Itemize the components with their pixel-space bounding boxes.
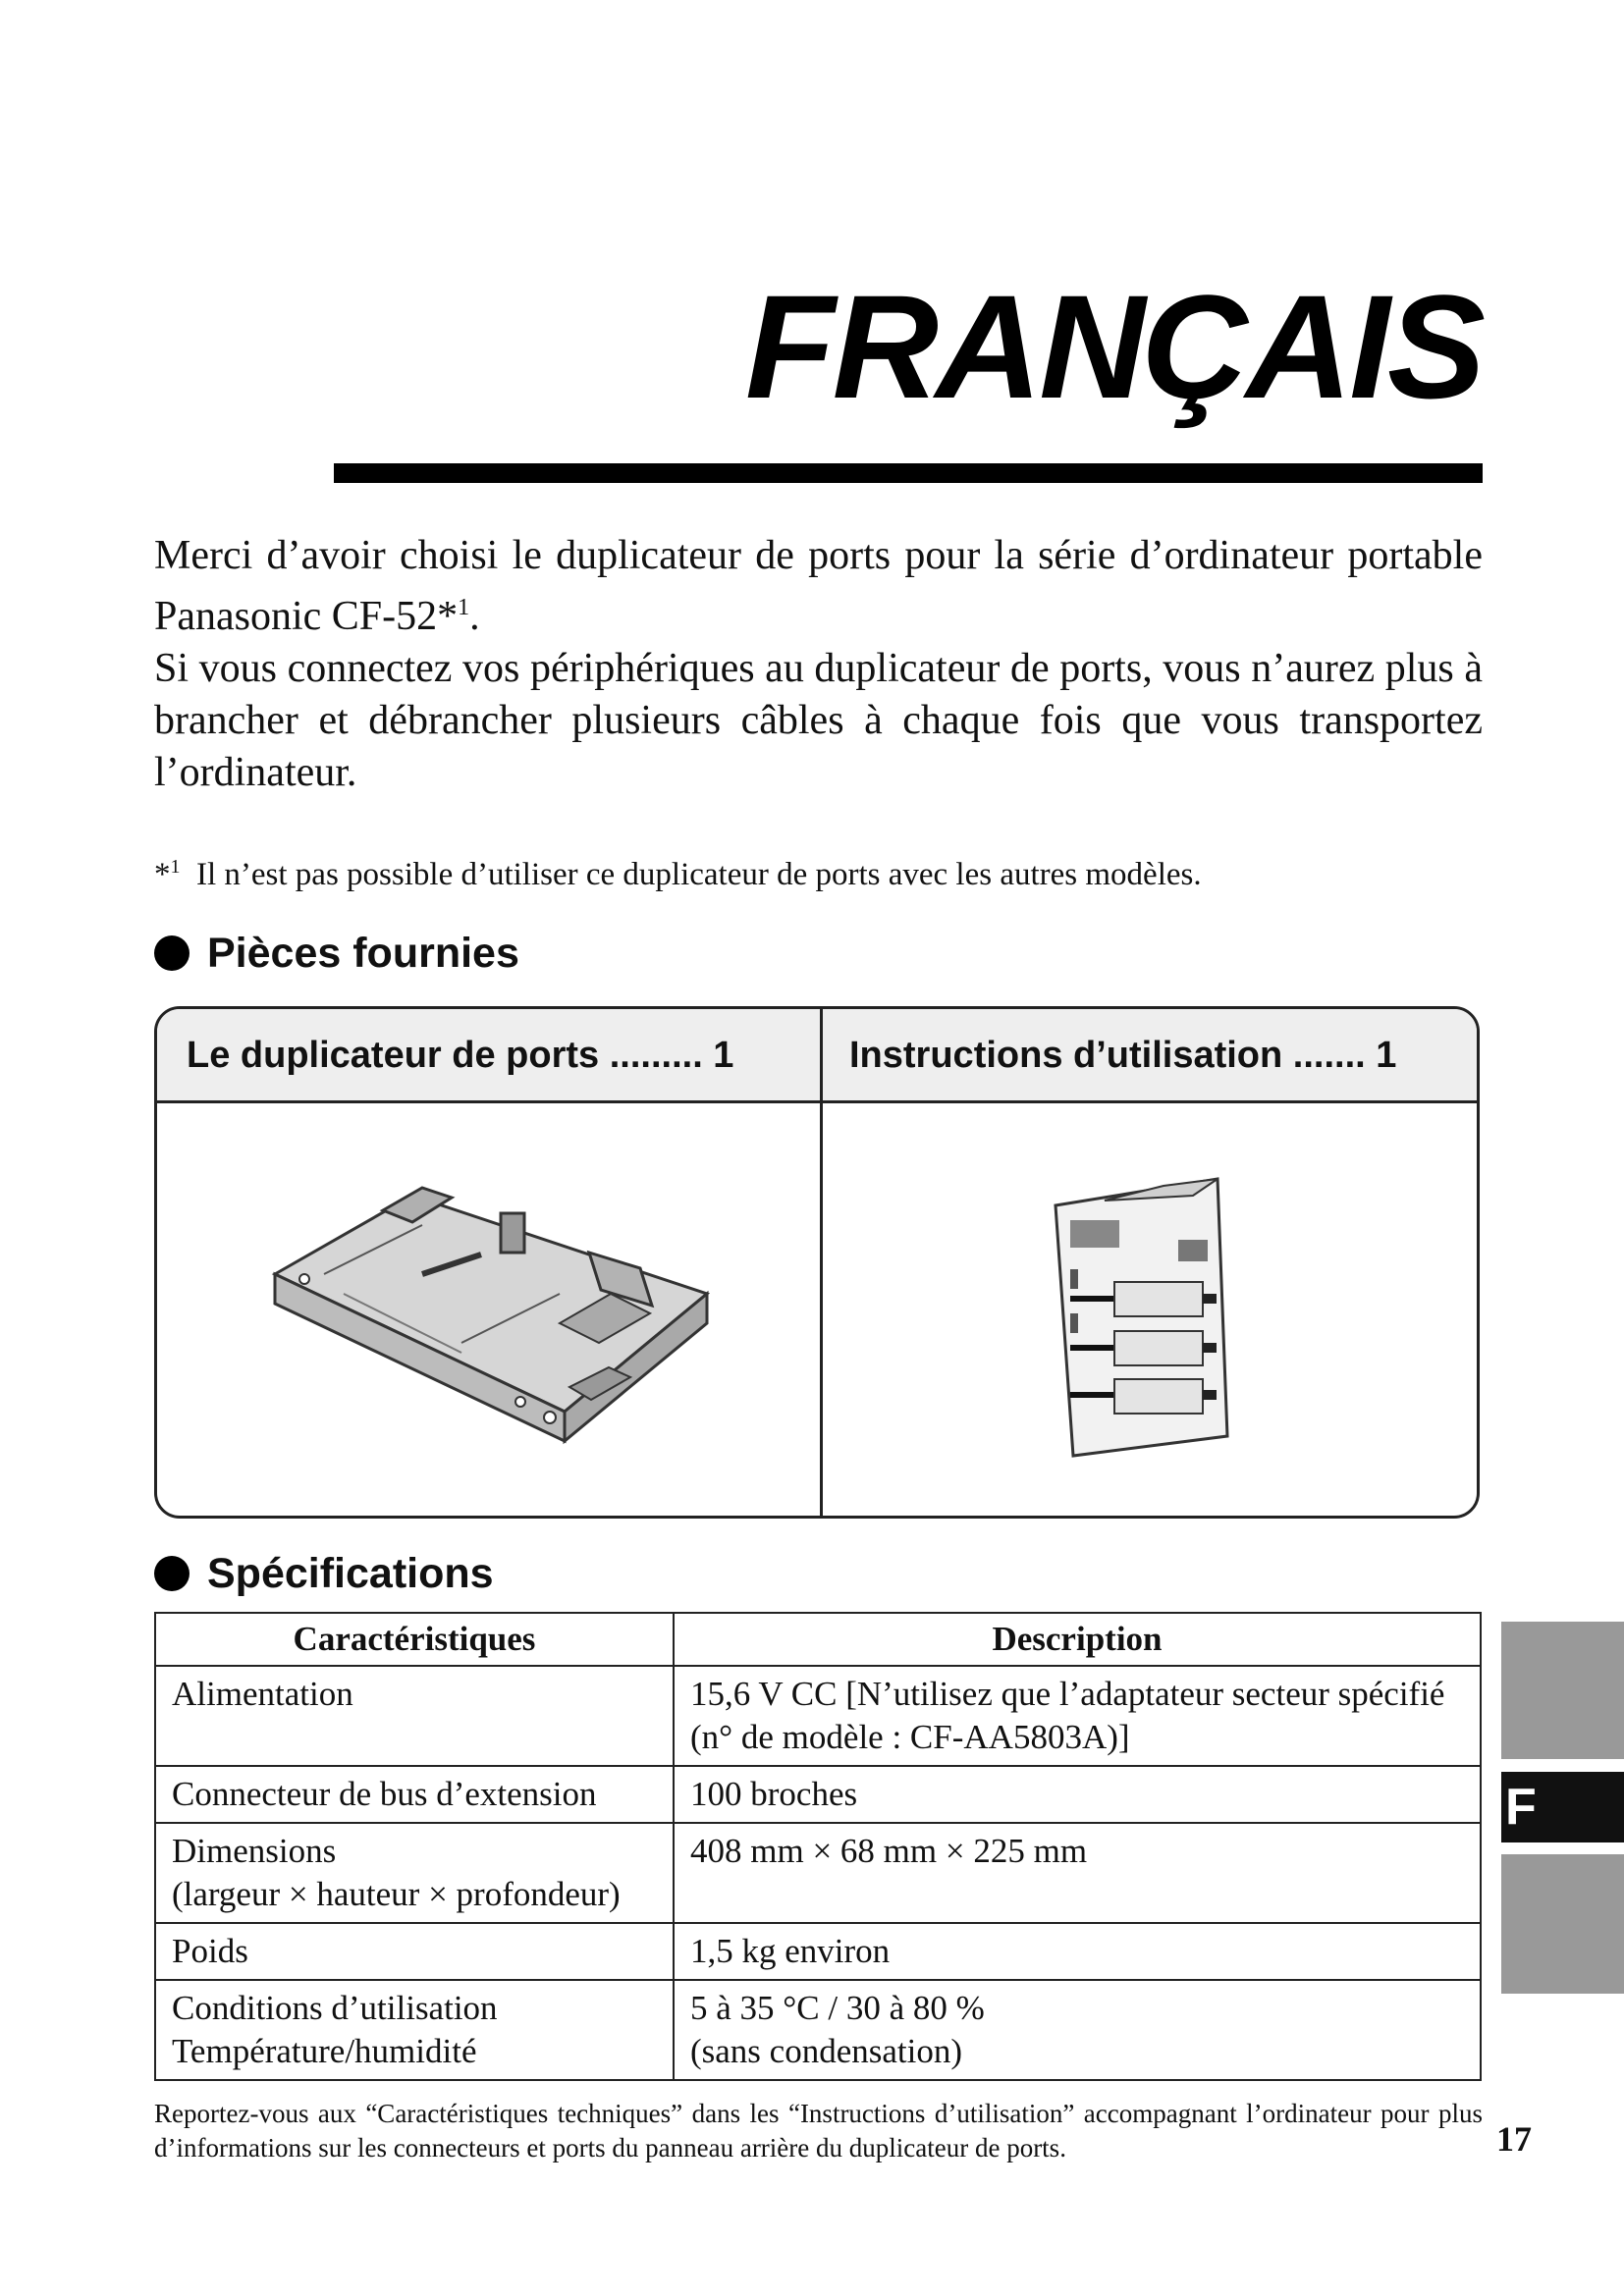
manual-illustration (1046, 1171, 1242, 1466)
part-label-instructions: Instructions d’utilisation ....... 1 (849, 1035, 1397, 1076)
description-cell: 5 à 35 °C / 30 à 80 % (sans condensation) (674, 1980, 1481, 2080)
parts-box (154, 1006, 1480, 1519)
feature-cell: Connecteur de bus d’extension (155, 1766, 674, 1823)
specs-heading: Spécifications (154, 1549, 494, 1598)
column-header: Caractéristiques (155, 1613, 674, 1666)
feature-cell: Poids (155, 1923, 674, 1980)
feature-cell: Conditions d’utilisation Température/humidité (155, 1980, 674, 2080)
specs-header-row (155, 1613, 1481, 1666)
footnote: *$^1$ Il n’est pas possible d’utiliser ce duplicateur de ports avec les autres modèles. (154, 856, 1202, 892)
port-replicator-illustration (265, 1166, 717, 1461)
specs-table (154, 1612, 1482, 2081)
column-header: Description (674, 1613, 1481, 1666)
intro-text (154, 530, 1483, 799)
description-cell: 100 broches (674, 1766, 1481, 1823)
side-tab-upper (1501, 1622, 1624, 1759)
parts-heading: Pièces fournies (154, 929, 519, 978)
bottom-note: Reportez-vous aux “Caractéristiques techniques” dans les “Instructions d’utilisation” accompagnant l’ordinateur pour plus d’informations sur les connecteurs et ports du panneau arrière du duplicateur de ports. (154, 2099, 1483, 2163)
intro-paragraph-1: Merci d’avoir choisi le duplicateur de ports pour la série d’ordinateur portable Panasonic CF-52*$^1$. (154, 533, 1483, 639)
table-row (155, 1666, 1481, 1766)
page-title: FRANÇAIS (745, 264, 1483, 429)
table-row (155, 1980, 1481, 2080)
description-cell: 15,6 V CC [N’utilisez que l’adaptateur secteur spécifié (n° de modèle : CF-AA5803A)] (674, 1666, 1481, 1766)
description-cell: 408 mm × 68 mm × 225 mm (674, 1823, 1481, 1923)
language-tab: F (1501, 1772, 1624, 1842)
table-row (155, 1823, 1481, 1923)
part-label-port-replicator: Le duplicateur de ports ......... 1 (187, 1035, 734, 1076)
bullet-icon (154, 935, 189, 971)
description-cell: 1,5 kg environ (674, 1923, 1481, 1980)
table-row (155, 1766, 1481, 1823)
title-rule (334, 463, 1483, 483)
feature-cell: Dimensions (largeur × hauteur × profondeur) (155, 1823, 674, 1923)
feature-cell: Alimentation (155, 1666, 674, 1766)
side-tab-lower (1501, 1854, 1624, 1994)
parts-divider (820, 1009, 823, 1516)
intro-paragraph-2: Si vous connectez vos périphériques au duplicateur de ports, vous n’aurez plus à brancher et débrancher plusieurs câbles à chaque fois que vous transportez l’ordinateur. (154, 646, 1483, 795)
page-number: 17 (1496, 2119, 1532, 2159)
bullet-icon (154, 1556, 189, 1591)
table-row (155, 1923, 1481, 1980)
